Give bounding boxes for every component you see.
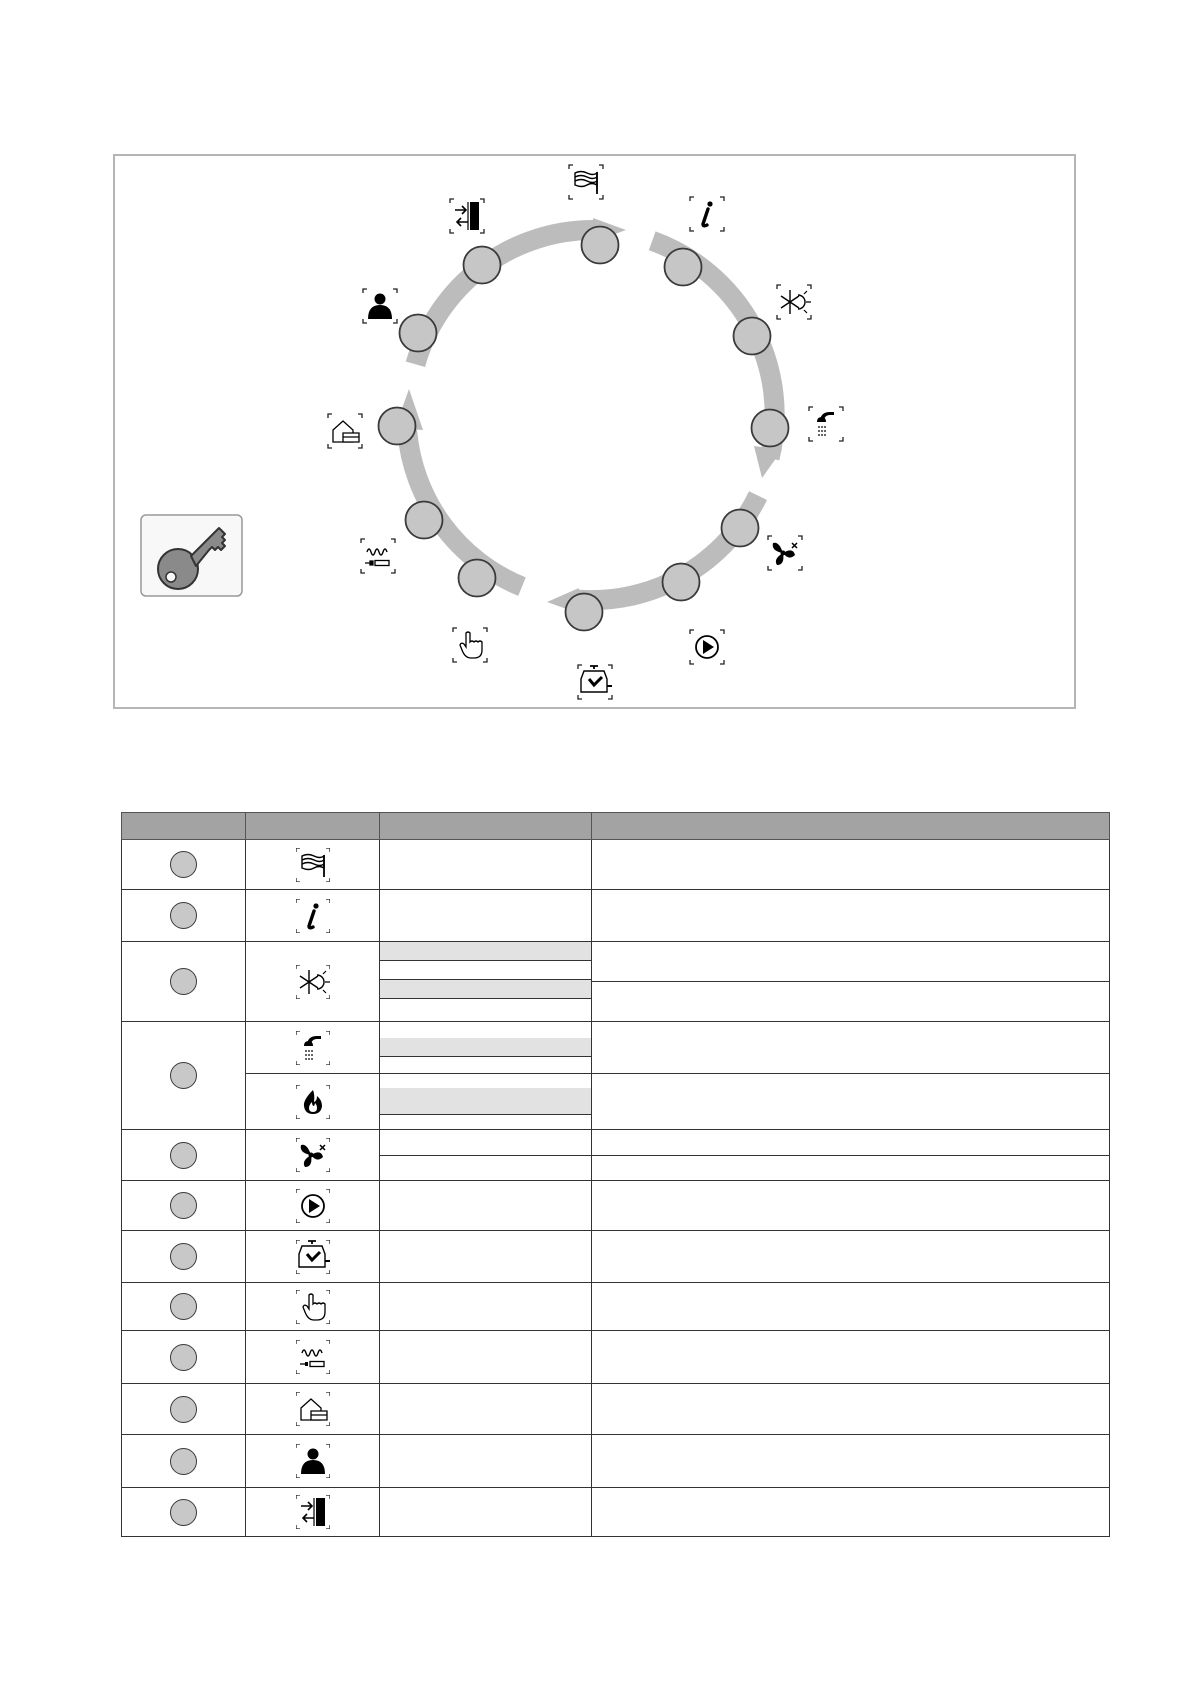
header-cell <box>592 813 1110 840</box>
header-cell <box>246 813 380 840</box>
step-circle <box>459 560 496 597</box>
table-row <box>122 1435 1110 1488</box>
info-icon <box>296 899 330 933</box>
table-row <box>122 1130 1110 1181</box>
header-cell <box>122 813 246 840</box>
step-circle <box>566 594 603 631</box>
wave-tools-icon <box>296 1340 330 1374</box>
shower-icon <box>809 407 843 441</box>
wave-tools-icon <box>361 539 395 573</box>
appliance-icon <box>296 1240 330 1274</box>
step-circle <box>400 315 437 352</box>
step-circle <box>170 1499 197 1526</box>
table-row <box>122 1488 1110 1537</box>
label-grey-bar <box>380 942 591 961</box>
table-row <box>122 890 1110 942</box>
house-icon <box>328 414 362 448</box>
label-grey-bar <box>380 1088 591 1115</box>
step-circle <box>663 564 700 601</box>
step-circle <box>170 1293 197 1320</box>
step-circle <box>734 318 771 355</box>
table-row <box>122 942 1110 1022</box>
shower-icon <box>296 1031 330 1065</box>
table-header-row <box>122 813 1110 840</box>
table-row <box>122 1181 1110 1231</box>
cycle-ring <box>407 230 775 600</box>
step-circle <box>665 249 702 286</box>
label-grey-bar <box>380 1038 591 1057</box>
header-cell <box>380 813 592 840</box>
step-circle <box>752 410 789 447</box>
table-row <box>122 1283 1110 1331</box>
key-button <box>141 515 242 596</box>
appliance-icon <box>578 665 612 699</box>
step-circle <box>170 1192 197 1219</box>
info-icon <box>690 197 724 231</box>
step-circle <box>464 247 501 284</box>
flag-icon <box>569 165 603 199</box>
table-row <box>122 1331 1110 1384</box>
step-circle <box>379 408 416 445</box>
flame-icon <box>296 1085 330 1119</box>
function-table <box>121 812 1110 1537</box>
flag-icon <box>296 848 330 882</box>
defrost-icon <box>777 285 811 319</box>
step-circle <box>170 1396 197 1423</box>
step-circle <box>170 1344 197 1371</box>
table-row <box>122 1231 1110 1283</box>
exit-door-icon <box>296 1495 330 1529</box>
step-circle <box>170 902 197 929</box>
fan-icon <box>296 1138 330 1172</box>
step-circle <box>170 1448 197 1475</box>
table-row <box>122 840 1110 890</box>
step-circle <box>170 1062 197 1089</box>
play-icon <box>296 1189 330 1223</box>
step-circle <box>170 1142 197 1169</box>
person-icon <box>296 1444 330 1478</box>
step-circle <box>722 510 759 547</box>
label-grey-bar <box>380 980 591 999</box>
step-circle <box>170 968 197 995</box>
hand-pointer-icon <box>453 628 487 662</box>
step-circle <box>170 1243 197 1270</box>
person-icon <box>363 289 397 323</box>
menu-cycle-diagram <box>0 0 1191 740</box>
step-circle <box>170 851 197 878</box>
step-circle <box>406 502 443 539</box>
step-circle <box>582 227 619 264</box>
table-row <box>122 1384 1110 1435</box>
defrost-icon <box>296 965 330 999</box>
fan-icon <box>768 536 802 570</box>
table-row <box>122 1022 1110 1074</box>
house-icon <box>296 1392 330 1426</box>
hand-pointer-icon <box>296 1290 330 1324</box>
play-icon <box>690 630 724 664</box>
table-row <box>122 1074 1110 1130</box>
exit-door-icon <box>450 199 484 233</box>
